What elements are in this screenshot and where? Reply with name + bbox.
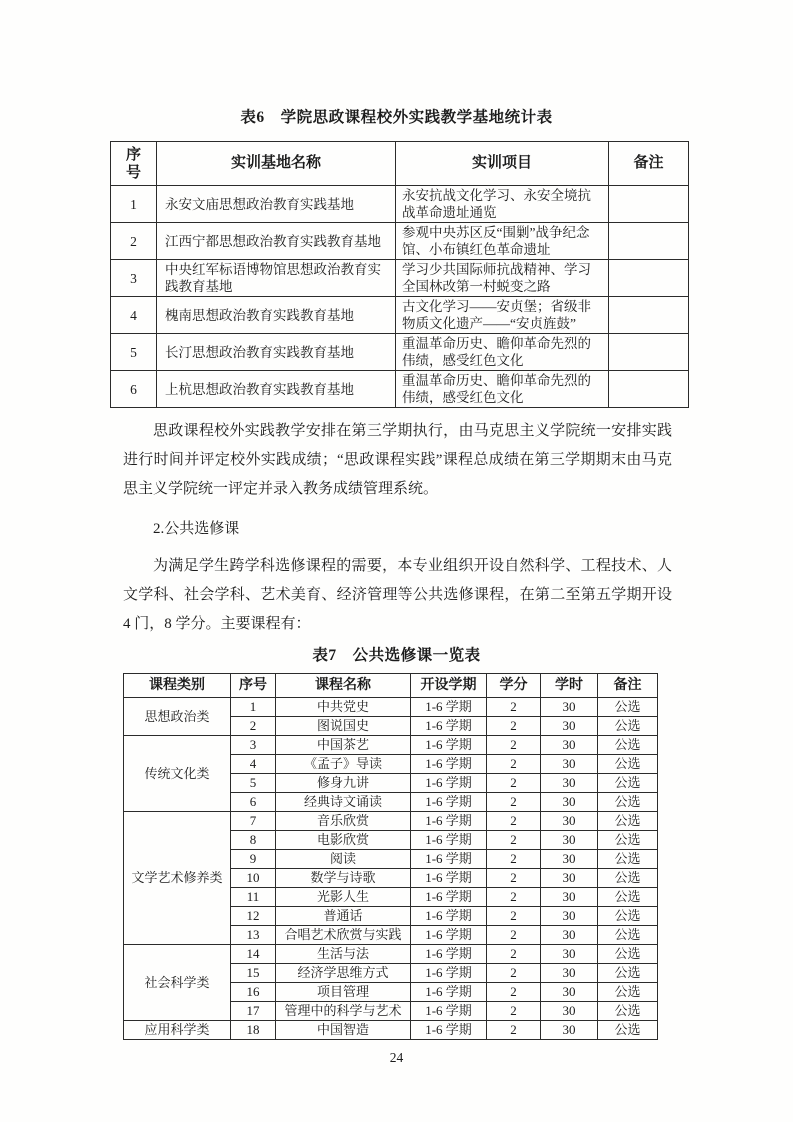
table-cell: 30 [541,964,598,983]
table-cell: 参观中央苏区反“围剿”战争纪念馆、小布镇红色革命遗址 [396,223,609,260]
table-cell: 江西宁都思想政治教育实践教育基地 [157,223,396,260]
table-cell: 1-6 学期 [411,888,487,907]
table-cell: 5 [111,334,157,371]
table-cell: 公选 [598,736,658,755]
table-cell: 公选 [598,1002,658,1021]
table-cell: 30 [541,717,598,736]
table6-header-no: 序号 [111,142,157,186]
table7-header-row [124,674,658,698]
table-cell: 公选 [598,869,658,888]
table-cell: 1-6 学期 [411,774,487,793]
table7-public-electives [123,673,658,1040]
table6-header-row [111,142,689,186]
table-cell: 30 [541,831,598,850]
table-cell: 6 [111,371,157,408]
table-cell: 公选 [598,907,658,926]
table6-header-project: 实训项目 [396,142,609,186]
table6-practice-bases [110,141,689,408]
table-cell: 3 [111,260,157,297]
table6-header-base: 实训基地名称 [157,142,396,186]
table-cell: 12 [231,907,276,926]
table-cell: 1 [111,186,157,223]
table-cell: 2 [487,755,541,774]
table7-header-credit: 学分 [487,674,541,698]
table-cell: 1-6 学期 [411,869,487,888]
table-cell: 2 [487,850,541,869]
table-cell: 经济学思维方式 [276,964,411,983]
table-cell: 学习少共国际师抗战精神、学习全国林改第一村蜕变之路 [396,260,609,297]
table-cell: 2 [487,774,541,793]
table-cell: 30 [541,755,598,774]
table-row [124,945,658,964]
table-cell: 30 [541,850,598,869]
table7-header-category: 课程类别 [124,674,231,698]
table-cell: 1-6 学期 [411,964,487,983]
table-cell: 1-6 学期 [411,945,487,964]
table-cell: 1-6 学期 [411,755,487,774]
table-cell: 30 [541,983,598,1002]
table-cell: 长汀思想政治教育实践教育基地 [157,334,396,371]
table-cell: 公选 [598,850,658,869]
table-row [111,186,689,223]
table-cell: 音乐欣赏 [276,812,411,831]
table-cell: 2 [487,964,541,983]
table-cell: 2 [487,1002,541,1021]
table7-header-note: 备注 [598,674,658,698]
table-cell: 18 [231,1021,276,1040]
table-cell: 修身九讲 [276,774,411,793]
table-cell: 1-6 学期 [411,1021,487,1040]
table-cell: 1 [231,698,276,717]
table-cell: 阅读 [276,850,411,869]
table-cell: 中共党史 [276,698,411,717]
table-cell: 30 [541,736,598,755]
table-cell: 1-6 学期 [411,698,487,717]
table-cell: 2 [111,223,157,260]
table-cell [609,186,689,223]
table-cell: 5 [231,774,276,793]
table-cell: 6 [231,793,276,812]
table-cell: 2 [487,983,541,1002]
table-cell: 17 [231,1002,276,1021]
table-cell: 4 [111,297,157,334]
table-cell: 公选 [598,793,658,812]
table-cell: 2 [487,831,541,850]
category-cell: 传统文化类 [124,736,231,812]
table-cell: 1-6 学期 [411,717,487,736]
table-row [111,297,689,334]
table-cell: 数学与诗歌 [276,869,411,888]
table-cell: 公选 [598,1021,658,1040]
table-cell [609,371,689,408]
table-cell: 30 [541,869,598,888]
table-cell: 2 [487,812,541,831]
table-cell: 公选 [598,774,658,793]
category-cell: 应用科学类 [124,1021,231,1040]
table-cell: 《孟子》导读 [276,755,411,774]
table-cell: 1-6 学期 [411,907,487,926]
table-cell: 16 [231,983,276,1002]
table-cell: 2 [487,926,541,945]
table-cell [609,260,689,297]
table-row [111,223,689,260]
table-cell: 重温革命历史、瞻仰革命先烈的伟绩，感受红色文化 [396,334,609,371]
table-cell: 2 [487,736,541,755]
table-cell: 上杭思想政治教育实践教育基地 [157,371,396,408]
table-cell: 2 [231,717,276,736]
table-cell: 公选 [598,945,658,964]
table-cell: 10 [231,869,276,888]
table-cell: 图说国史 [276,717,411,736]
table-cell: 14 [231,945,276,964]
table-cell: 30 [541,1021,598,1040]
table-cell: 30 [541,793,598,812]
table7-header-name: 课程名称 [276,674,411,698]
table-cell: 中央红军标语博物馆思想政治教育实践教育基地 [157,260,396,297]
table-cell: 2 [487,793,541,812]
table-row [124,812,658,831]
paragraph-electives-intro: 为满足学生跨学科选修课程的需要，本专业组织开设自然科学、工程技术、人文学科、社会学科、艺术美育、经济管理等公共选修课程，在第二至第五学期开设 4 门，8 学分。主要课程有： [123,558,672,632]
page-number: 24 [389,1050,404,1065]
table-cell: 经典诗文诵读 [276,793,411,812]
table-cell: 项目管理 [276,983,411,1002]
table6-title: 表6 学院思政课程校外实践教学基地统计表 [240,109,553,126]
table-cell [609,223,689,260]
table-cell: 30 [541,812,598,831]
category-cell: 思想政治类 [124,698,231,736]
table-cell: 13 [231,926,276,945]
table-cell: 管理中的科学与艺术 [276,1002,411,1021]
table7-header-term: 开设学期 [411,674,487,698]
table-cell: 永安抗战文化学习、永安全境抗战革命遗址通览 [396,186,609,223]
table-cell: 30 [541,1002,598,1021]
table-cell: 2 [487,1021,541,1040]
table-cell: 1-6 学期 [411,831,487,850]
table-cell: 电影欣赏 [276,831,411,850]
table-cell: 合唱艺术欣赏与实践 [276,926,411,945]
table-cell: 2 [487,907,541,926]
table-row [124,698,658,717]
table-cell: 2 [487,869,541,888]
table-cell: 中国智造 [276,1021,411,1040]
category-cell: 社会科学类 [124,945,231,1021]
table-cell: 30 [541,888,598,907]
table7-header-hours: 学时 [541,674,598,698]
table-cell: 15 [231,964,276,983]
table-cell: 1-6 学期 [411,736,487,755]
table-cell: 光影人生 [276,888,411,907]
table-cell: 2 [487,945,541,964]
table-cell: 11 [231,888,276,907]
section-heading-public-electives: 2.公共选修课 [153,521,240,537]
table-cell: 30 [541,945,598,964]
table-cell: 1-6 学期 [411,850,487,869]
table-cell: 1-6 学期 [411,1002,487,1021]
table-row [111,260,689,297]
table-cell: 公选 [598,831,658,850]
table-cell [609,334,689,371]
table7-header-no: 序号 [231,674,276,698]
table-cell: 30 [541,774,598,793]
table-cell: 中国茶艺 [276,736,411,755]
table6-header-note: 备注 [609,142,689,186]
table-row [111,371,689,408]
table-cell: 8 [231,831,276,850]
table-cell: 30 [541,698,598,717]
table-cell: 30 [541,907,598,926]
table-cell: 公选 [598,888,658,907]
table-cell: 公选 [598,755,658,774]
table-cell: 7 [231,812,276,831]
table-cell: 生活与法 [276,945,411,964]
table-cell: 1-6 学期 [411,793,487,812]
table-cell: 普通话 [276,907,411,926]
table-cell: 30 [541,926,598,945]
table-cell: 3 [231,736,276,755]
table-cell: 1-6 学期 [411,926,487,945]
table-cell: 1-6 学期 [411,983,487,1002]
table7-title: 表7 公共选修课一览表 [312,647,481,664]
table-cell: 重温革命历史、瞻仰革命先烈的伟绩，感受红色文化 [396,371,609,408]
table-cell: 槐南思想政治教育实践教育基地 [157,297,396,334]
table-cell: 古文化学习——安贞堡；省级非物质文化遗产——“安贞旌鼓” [396,297,609,334]
table-cell: 2 [487,888,541,907]
table-cell: 永安文庙思想政治教育实践基地 [157,186,396,223]
table-cell: 1-6 学期 [411,812,487,831]
table-cell: 公选 [598,812,658,831]
table-row [111,334,689,371]
table-cell [609,297,689,334]
table-cell: 2 [487,717,541,736]
table-cell: 公选 [598,926,658,945]
table-cell: 9 [231,850,276,869]
table-row [124,736,658,755]
table-cell: 公选 [598,983,658,1002]
paragraph-practice-arrangement: 思政课程校外实践教学安排在第三学期执行，由马克思主义学院统一安排实践进行时间并评定校外实践成绩；“思政课程实践”课程总成绩在第三学期期末由马克思主义学院统一评定并录入教务成绩管理系统。 [123,423,672,497]
table-cell: 公选 [598,698,658,717]
table-cell: 4 [231,755,276,774]
category-cell: 文学艺术修养类 [124,812,231,945]
table-cell: 公选 [598,964,658,983]
table-cell: 公选 [598,717,658,736]
table-row [124,1021,658,1040]
table-cell: 2 [487,698,541,717]
